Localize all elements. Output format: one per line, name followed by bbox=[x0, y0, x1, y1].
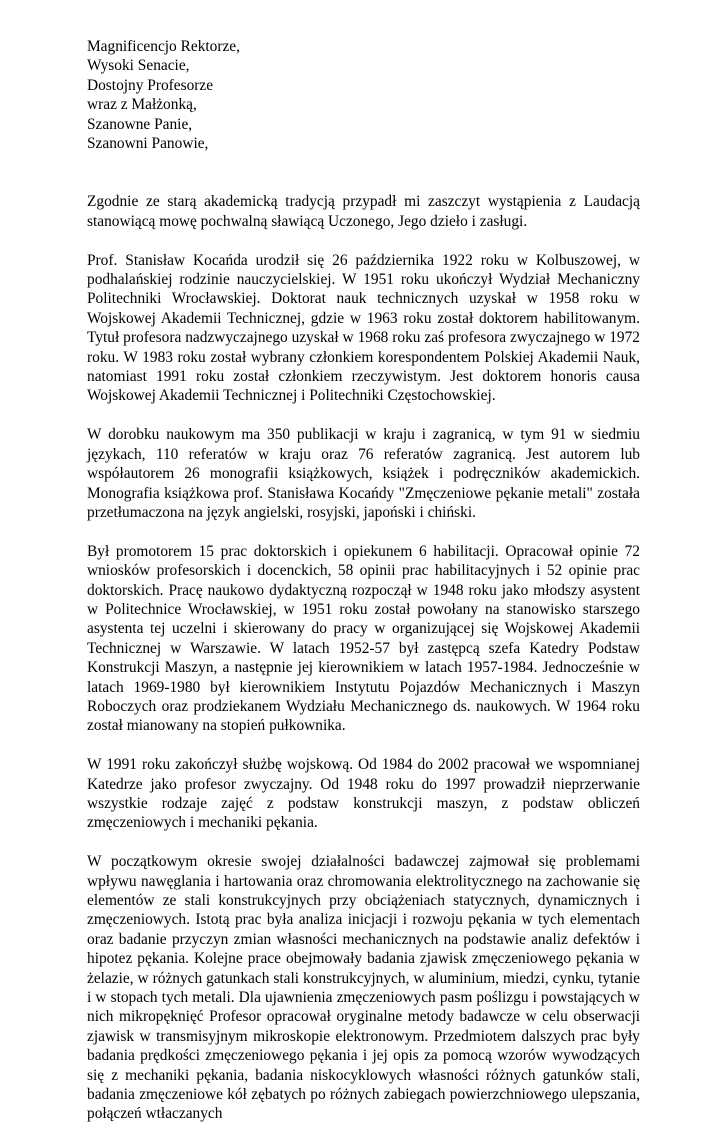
paragraph-research bbox=[87, 852, 640, 1124]
salutation-block bbox=[87, 37, 640, 153]
paragraph-text: W początkowym okresie swojej działalności badawczej zajmował się problemami wpływu nawęglania i hartowania oraz chromowania elektrolitycznego na zachowanie się elementów ze stali konstrukcyjnych przy obciążeniach statycznych, dynamicznych i zmęczeniowych. Istotą prac była analiza inicjacji i rozwoju pękania w tych elementach oraz badanie przyczyn zmian własności mechanicznych na podstawie analiz defektów i hipotez pękania. Kolejne prace obejmowały badania zjawisk zmęczeniowego pękania w żelazie, w różnych gatunkach stali konstrukcyjnych, w aluminium, miedzi, cynku, tytanie i w stopach tych metali. Dla ujawnienia zmęczeniowych pasm poślizgu i powstających w nich mikropęknięć Profesor opracował oryginalne metody badawcze w celu obserwacji zjawisk w transmisyjnym mikroskopie elektronowym. Przedmiotem dalszych prac były badania prędkości zmęczeniowego pękania i jej opis za pomocą wzorów wywodzących się z mechaniki pękania, badania niskocyklowych własności różnych gatunków stali, badania zmęczeniowe kół zębatych po różnych zabiegach powierzchniowego ulepszania, połączeń wtłaczanych bbox=[87, 853, 640, 1123]
paragraph-retirement bbox=[87, 755, 640, 833]
salutation-line: Szanowne Panie, bbox=[87, 115, 193, 133]
salutation-line: Dostojny Profesorze bbox=[87, 76, 214, 94]
salutation-line: Magnificencjo Rektorze, bbox=[87, 38, 240, 55]
salutation-line: wraz z Małżonką, bbox=[87, 96, 197, 114]
paragraph-text: Prof. Stanisław Kocańda urodził się 26 października 1922 roku w Kolbuszowej, w podhalańskiej rodzinie nauczycielskiej. W 1951 roku ukończył Wydział Mechaniczny Politechniki Wrocławskiej. Doktorat nauk technicznych uzyskał w 1958 roku w Wojskowej Akademii Technicznej, gdzie w 1963 roku został doktorem habilitowanym. Tytuł profesora nadzwyczajnego uzyskał w 1968 roku zaś profesora zwyczajnego w 1972 roku. W 1983 roku został wybrany członkiem korespondentem Polskiej Akademii Nauk, natomiast 1991 roku został członkiem rzeczywistym. Jest doktorem honoris causa Wojskowej Akademii Technicznej i Politechniki Częstochowskiej. bbox=[87, 251, 640, 405]
salutation-line: Wysoki Senacie, bbox=[87, 57, 190, 75]
paragraph-text: Zgodnie ze starą akademicką tradycją przypadł mi zaszczyt wystąpienia z Laudacją stanowiącą mowę pochwalną sławiącą Uczonego, Jego dzieło i zasługi. bbox=[87, 193, 640, 230]
paragraph-introduction bbox=[87, 192, 640, 231]
paragraph-text: Był promotorem 15 prac doktorskich i opiekunem 6 habilitacji. Opracował opinie 72 wniosków profesorskich i docenckich, 58 opinii prac habilitacyjnych i 52 opinie prac doktorskich. Pracę naukowo dydaktyczną rozpoczął w 1948 roku jako młodszy asystent w Politechnice Wrocławskiej, w 1951 roku został powołany na stanowisko starszego asystenta tej uczelni i skierowany do pracy w organizującej się Wojskowej Akademii Technicznej w Warszawie. W latach 1952-57 był zastępcą szefa Katedry Podstaw Konstrukcji Maszyn, a następnie jej kierownikiem w latach 1957-1984. Jednocześnie w latach 1969-1980 był kierownikiem Instytutu Pojazdów Mechanicznych i Maszyn Roboczych oraz prodziekanem Wydziału Mechanicznego ds. naukowych. W 1964 roku został mianowany na stopień pułkownika. bbox=[87, 542, 640, 735]
paragraph-publications bbox=[87, 425, 640, 522]
paragraph-text: W dorobku naukowym ma 350 publikacji w kraju i zagranicą, w tym 91 w siedmiu językach, 110 referatów w kraju oraz 76 referatów zagranicą. Jest autorem lub współautorem 26 monografii książkowych, książek i podręczników akademickich. Monografia książkowa prof. Stanisława Kocańdy "Zmęczeniowe pękanie metali" została przetłumaczona na język angielski, rosyjski, japoński i chiński. bbox=[87, 426, 640, 521]
salutation-line: Szanowni Panowie, bbox=[87, 135, 209, 153]
paragraph-biography bbox=[87, 251, 640, 406]
document-body bbox=[87, 37, 640, 1143]
paragraph-text: W 1991 roku zakończył służbę wojskową. Od 1984 do 2002 pracował we wspomnianej Katedrze jako profesor zwyczajny. Od 1948 roku do 1997 prowadził nieprzerwanie wszystkie rodzaje zajęć z podstaw konstrukcji maszyn, z podstaw obliczeń zmęczeniowych i mechaniki pękania. bbox=[87, 756, 640, 832]
paragraph-career bbox=[87, 542, 640, 736]
